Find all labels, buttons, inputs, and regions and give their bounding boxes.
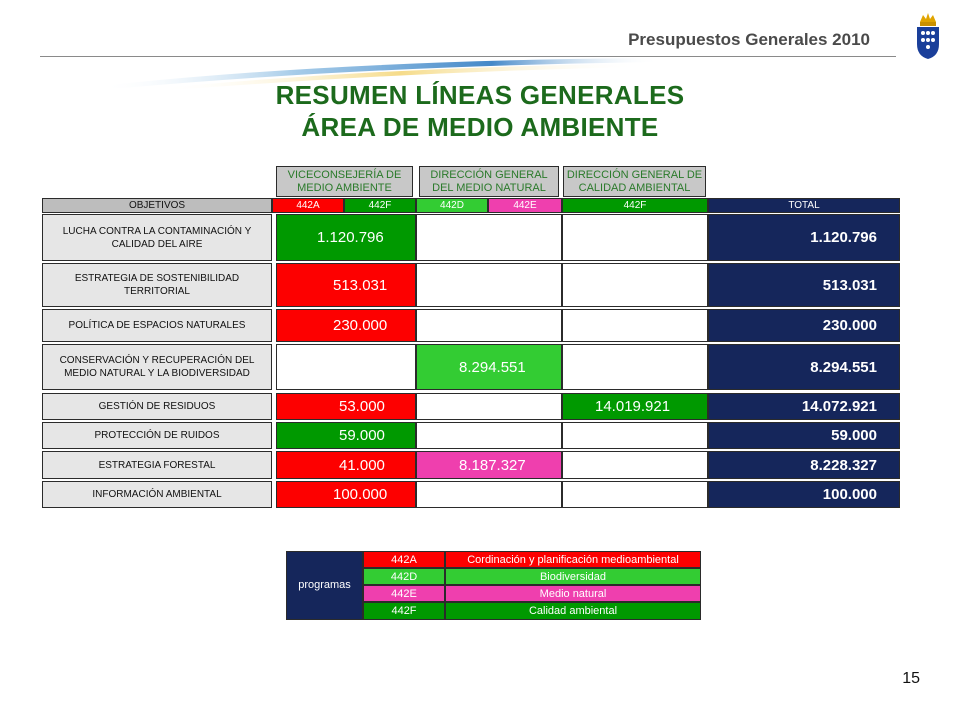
row-label: LUCHA CONTRA LA CONTAMINACIÓN Y CALIDAD DEL AIRE [42, 214, 272, 261]
natural-value [416, 422, 562, 449]
row-label: ESTRATEGIA FORESTAL [42, 451, 272, 479]
legend-code: 442D [363, 568, 445, 585]
calidad-value [562, 263, 708, 307]
header-442f-calidad: 442F [562, 198, 708, 213]
calidad-value [562, 309, 708, 342]
total-value: 230.000 [708, 309, 900, 342]
vice-value: 100.000 [276, 481, 416, 508]
calidad-value: 14.019.921 [562, 393, 708, 420]
calidad-value [562, 344, 708, 390]
natural-value [416, 214, 562, 261]
vice-value: 41.000 [276, 451, 416, 479]
natural-value [416, 481, 562, 508]
total-value: 14.072.921 [708, 393, 900, 420]
calidad-value [562, 451, 708, 479]
natural-value: 8.294.551 [416, 344, 562, 390]
legend-desc: Medio natural [445, 585, 701, 602]
total-value: 513.031 [708, 263, 900, 307]
natural-value [416, 263, 562, 307]
calidad-value [562, 422, 708, 449]
vice-value [276, 344, 416, 390]
natural-value [416, 309, 562, 342]
natural-value [416, 393, 562, 420]
calidad-value [562, 214, 708, 261]
row-label: PROTECCIÓN DE RUIDOS [42, 422, 272, 449]
natural-value: 8.187.327 [416, 451, 562, 479]
header-viceconsejeria: VICECONSEJERÍA DE MEDIO AMBIENTE [276, 166, 413, 197]
row-label: ESTRATEGIA DE SOSTENIBILIDAD TERRITORIAL [42, 263, 272, 307]
header-442d: 442D [416, 198, 488, 213]
row-label: POLÍTICA DE ESPACIOS NATURALES [42, 309, 272, 342]
vice-value: 53.000 [276, 393, 416, 420]
header-dg-calidad-ambiental: DIRECCIÓN GENERAL DE CALIDAD AMBIENTAL [563, 166, 706, 197]
row-label: CONSERVACIÓN Y RECUPERACIÓN DEL MEDIO NATURAL Y LA BIODIVERSIDAD [42, 344, 272, 390]
legend-desc: Calidad ambiental [445, 602, 701, 620]
legend-label: programas [286, 551, 363, 620]
page-title: RESUMEN LÍNEAS GENERALES [275, 80, 685, 110]
header-objetivos: OBJETIVOS [42, 198, 272, 213]
header-title: Presupuestos Generales 2010 [628, 30, 870, 49]
header-442e: 442E [488, 198, 562, 213]
vice-value: 230.000 [276, 309, 416, 342]
total-value: 8.294.551 [708, 344, 900, 390]
legend-code: 442A [363, 551, 445, 568]
calidad-value [562, 481, 708, 508]
legend-desc: Biodiversidad [445, 568, 701, 585]
legend-code: 442E [363, 585, 445, 602]
total-value: 8.228.327 [708, 451, 900, 479]
row-label: GESTIÓN DE RESIDUOS [42, 393, 272, 420]
header-dg-medio-natural: DIRECCIÓN GENERAL DEL MEDIO NATURAL [419, 166, 559, 197]
header-total: TOTAL [708, 198, 900, 213]
header-442a: 442A [272, 198, 344, 213]
legend-desc: Cordinación y planificación medioambiental [445, 551, 701, 568]
vice-value: 1.120.796 [276, 214, 416, 261]
vice-value: 513.031 [276, 263, 416, 307]
page-number: 15 [902, 670, 920, 687]
total-value: 1.120.796 [708, 214, 900, 261]
header-442f-vice: 442F [344, 198, 416, 213]
page-subtitle: ÁREA DE MEDIO AMBIENTE [301, 112, 659, 142]
legend-code: 442F [363, 602, 445, 620]
total-value: 100.000 [708, 481, 900, 508]
total-value: 59.000 [708, 422, 900, 449]
vice-value: 59.000 [276, 422, 416, 449]
coat-of-arms-icon [915, 12, 941, 60]
row-label: INFORMACIÓN AMBIENTAL [42, 481, 272, 508]
